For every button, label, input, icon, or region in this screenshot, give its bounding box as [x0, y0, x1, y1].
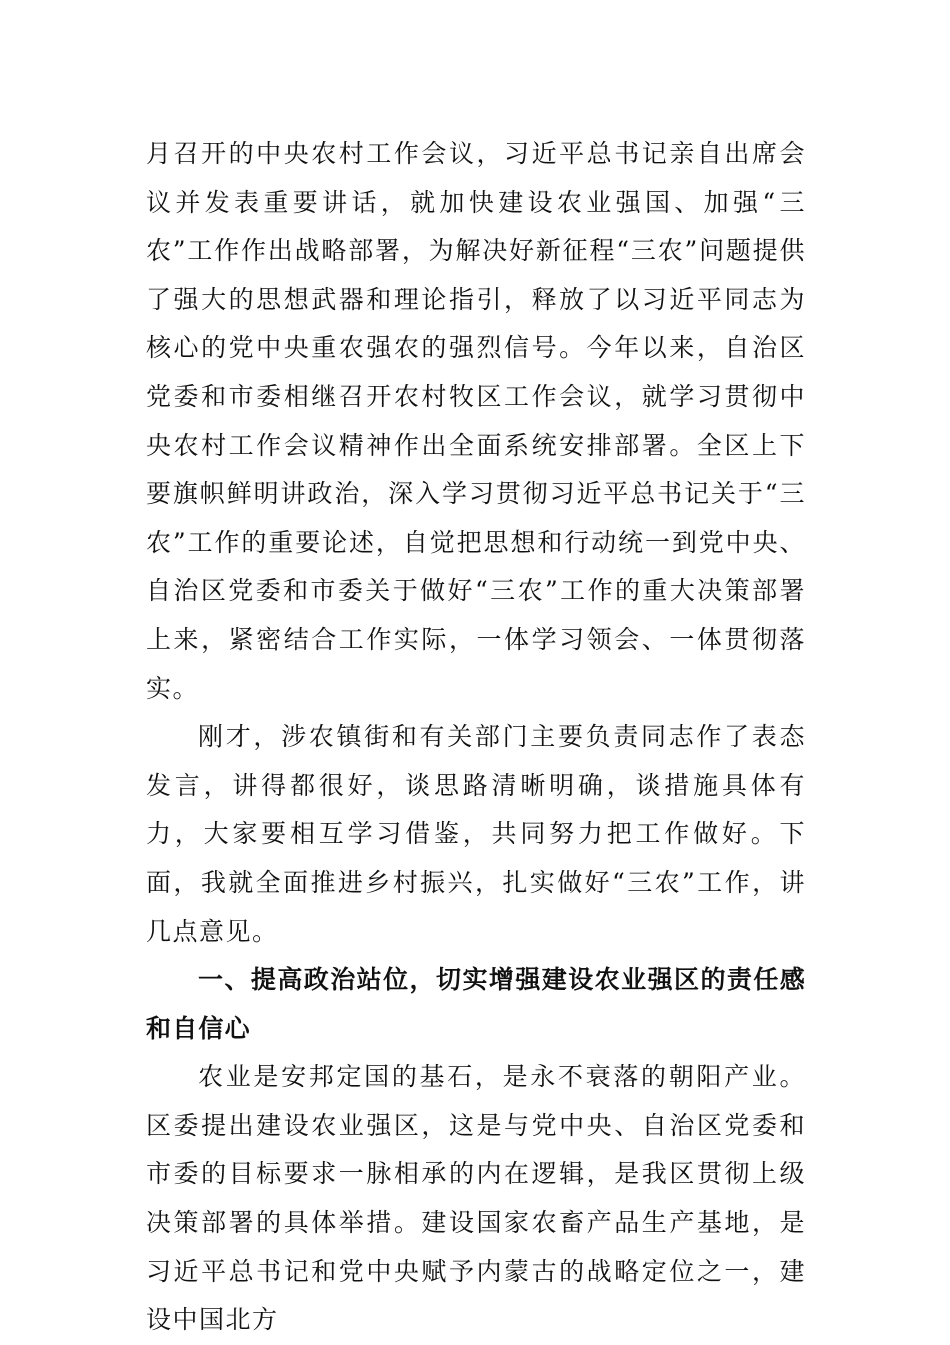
paragraph-agriculture-foundation: 农业是安邦定国的基石，是永不衰落的朝阳产业。区委提出建设农业强区，这是与党中央、自治区党委和市委的目标要求一脉相承的内在逻辑，是我区贯彻上级决策部署的具体举措。建设国家农畜产品生产基地，是习近平总书记和党中央赋予内蒙古的战略定位之一，建设中国北方: [146, 1062, 806, 1335]
section-heading-1: 一、提高政治站位，切实增强建设农业强区的责任感和自信心: [146, 965, 806, 1043]
document-body: [146, 130, 806, 1345]
paragraph-continued: 月召开的中央农村工作会议，习近平总书记亲自出席会议并发表重要讲话，就加快建设农业强国、加强“三农”工作作出战略部署，为解决好新征程“三农”问题提供了强大的思想武器和理论指引，释放了以习近平同志为核心的党中央重农强农的强烈信号。今年以来，自治区党委和市委相继召开农村牧区工作会议，就学习贯彻中央农村工作会议精神作出全面系统安排部署。全区上下要旗帜鲜明讲政治，深入学习贯彻习近平总书记关于“三农”工作的重要论述，自觉把思想和行动统一到党中央、自治区党委和市委关于做好“三农”工作的重大决策部署上来，紧密结合工作实际，一体学习领会、一体贯彻落实。: [146, 139, 806, 703]
paragraph-opening-remarks: 刚才，涉农镇街和有关部门主要负责同志作了表态发言，讲得都很好，谈思路清晰明确，谈措施具体有力，大家要相互学习借鉴，共同努力把工作做好。下面，我就全面推进乡村振兴，扎实做好“三农”工作，讲几点意见。: [146, 722, 806, 946]
